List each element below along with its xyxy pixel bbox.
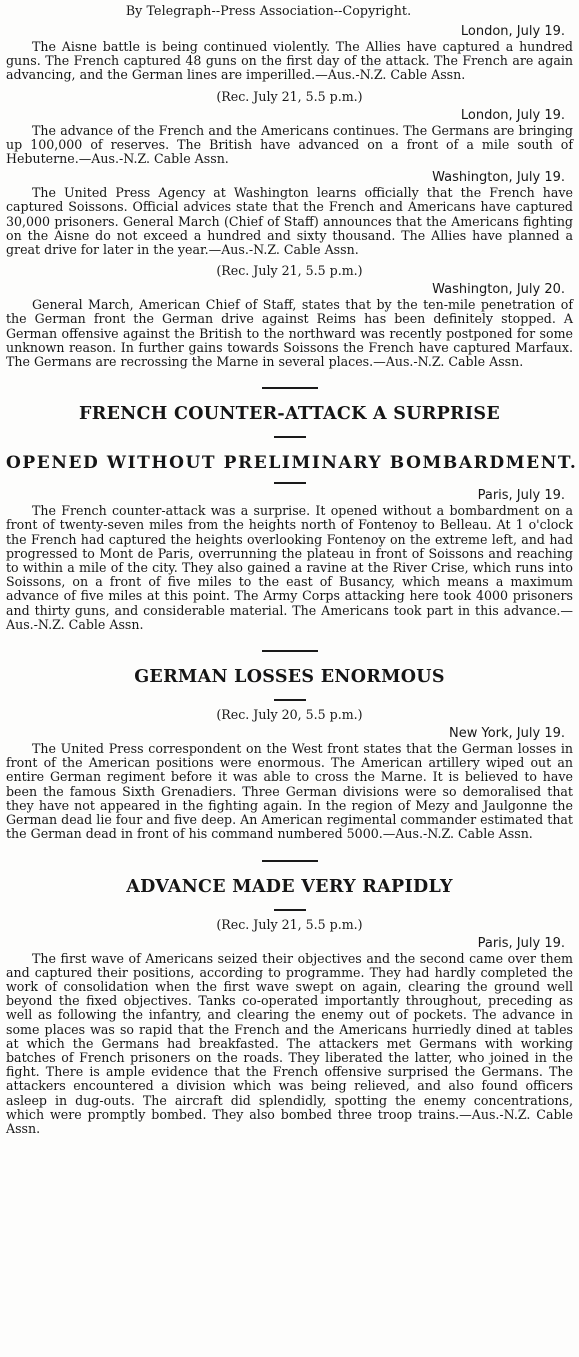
dispatch bbox=[6, 89, 573, 167]
headline-rule bbox=[274, 482, 306, 484]
received-line: (Rec. July 21, 5.5 p.m.) bbox=[216, 88, 363, 104]
dateline: Washington, July 20. bbox=[432, 282, 565, 298]
dispatch-text: The United Press correspondent on the West front states that the German losses in front of the American positions were enormous. The American artillery wiped out an entire German regiment before it was able to cross the Marne. It is believed to have been the famous Sixth Grenadiers. Three German divisions were so demoralised that they have not appeared in the fighting again. In the region of Mezy and Jaulgonne the German dead lie four and five deep. An American regimental commander estimated that the German dead in front of his command numbered 5000.—Aus.-N.Z. Cable Assn. bbox=[6, 741, 573, 842]
dateline: Paris, July 19. bbox=[477, 935, 565, 951]
dispatch-text: General March, American Chief of Staff, states that by the ten-mile penetration of the German front the German drive against Reims has been definitely stopped. A German offensive against the British to the northward was recently postponed for some unknown reason. In further gains towards Soissons the French have captured Marfaux. The Germans are recrossing the Marne in several places.—Aus.-N.Z. Cable Assn. bbox=[6, 297, 573, 370]
dispatch-text: The Aisne battle is being continued violently. The Allies have captured a hundred guns. The French captured 48 guns on the first day of the attack. The French are again advancing, and the German lines are imperilled.—Aus.-N.Z. Cable Assn. bbox=[6, 39, 573, 83]
headline-rule bbox=[274, 436, 306, 438]
dispatch bbox=[6, 170, 573, 257]
dispatch bbox=[6, 707, 573, 841]
headline: FRENCH COUNTER-ATTACK A SURPRISE bbox=[79, 404, 500, 425]
dispatch-text: The first wave of Americans seized their objectives and the second came over them and captured their positions, according to programme. They had hardly completed the work of consolidation when the first wave swept on again, clearing the ground well beyond the fixed objectives. Tanks co-operated importantly throughout, preceding as well as following the infantry, and clearing the enemy out of pockets. The advance in some places was so rapid that the French and the Americans hurriedly dined at tables at which the Germans had breakfasted. The attackers met Germans with working batches of French prisoners on the roads. They liberated the latter, who joined in the fight. There is ample evidence that the French offensive surprised the Germans. The attackers encountered a division which was being relieved, and also found officers asleep in dug-outs. The aircraft did splendidly, spotting the enemy concentrations, which were promptly bombed. They also bombed three troop trains.—Aus.-N.Z. Cable Assn. bbox=[6, 950, 573, 1136]
received-line: (Rec. July 21, 5.5 p.m.) bbox=[216, 263, 363, 279]
dispatch bbox=[6, 917, 573, 1137]
dispatch-text: The advance of the French and the Americans continues. The Germans are bringing up 100,000 of reserves. The British have advanced on a front of a mile south of Hebuterne.—Aus.-N.Z. Cable Assn. bbox=[6, 122, 573, 167]
dispatch-text: The United Press Agency at Washington learns officially that the French have captured Soissons. Official advices state that the French and Americans have captured 30,000 prisoners. General March (Chief of Staff) announces that the Americans fighting on the Aisne do not exceed a hundred and sixty thousand. The Allies have planned a great drive for later in the year.—Aus.-N.Z. Cable Assn. bbox=[6, 185, 573, 258]
section-rule bbox=[262, 860, 318, 862]
dateline: New York, July 19. bbox=[449, 726, 565, 742]
headline: ADVANCE MADE VERY RAPIDLY bbox=[126, 876, 453, 897]
section-rule bbox=[262, 650, 318, 652]
dispatch bbox=[6, 263, 573, 369]
headline: GERMAN LOSSES ENORMOUS bbox=[134, 667, 445, 688]
dispatch bbox=[6, 24, 573, 83]
headline-rule bbox=[274, 699, 306, 701]
column-header: By Telegraph--Press Association--Copyright. bbox=[125, 3, 412, 18]
section-rule bbox=[262, 387, 318, 389]
dateline: Washington, July 19. bbox=[432, 170, 565, 186]
received-line: (Rec. July 21, 5.5 p.m.) bbox=[216, 916, 363, 932]
subheadline: OPENED WITHOUT PRELIMINARY BOMBARDMENT. bbox=[6, 453, 578, 474]
dispatch-text: The French counter-attack was a surprise. It opened without a bombardment on a front of twenty-seven miles from the heights north of Fontenoy to Belleau. At 1 o'clock the French had captured the heights overlooking Fontenoy on the extreme left, and had progressed to Mont de Paris, overrunning the plateau in front of Soissons and reaching to within a mile of the city. They also gained a ravine at the River Crise, which runs into Soissons, on a front of five miles to the east of Busancy, which means a maximum advance of five miles at this point. The Army Corps attacking here took 4000 prisoners and thirty guns, and considerable material. The Americans took part in this advance.—Aus.-N.Z. Cable Assn. bbox=[6, 503, 573, 632]
dispatch-group bbox=[6, 24, 573, 369]
dateline: Paris, July 19. bbox=[477, 488, 565, 504]
headline-rule bbox=[274, 909, 306, 911]
dateline: London, July 19. bbox=[460, 107, 565, 123]
received-line: (Rec. July 20, 5.5 p.m.) bbox=[216, 707, 363, 723]
dateline: London, July 19. bbox=[460, 24, 565, 39]
dispatch bbox=[6, 488, 573, 632]
